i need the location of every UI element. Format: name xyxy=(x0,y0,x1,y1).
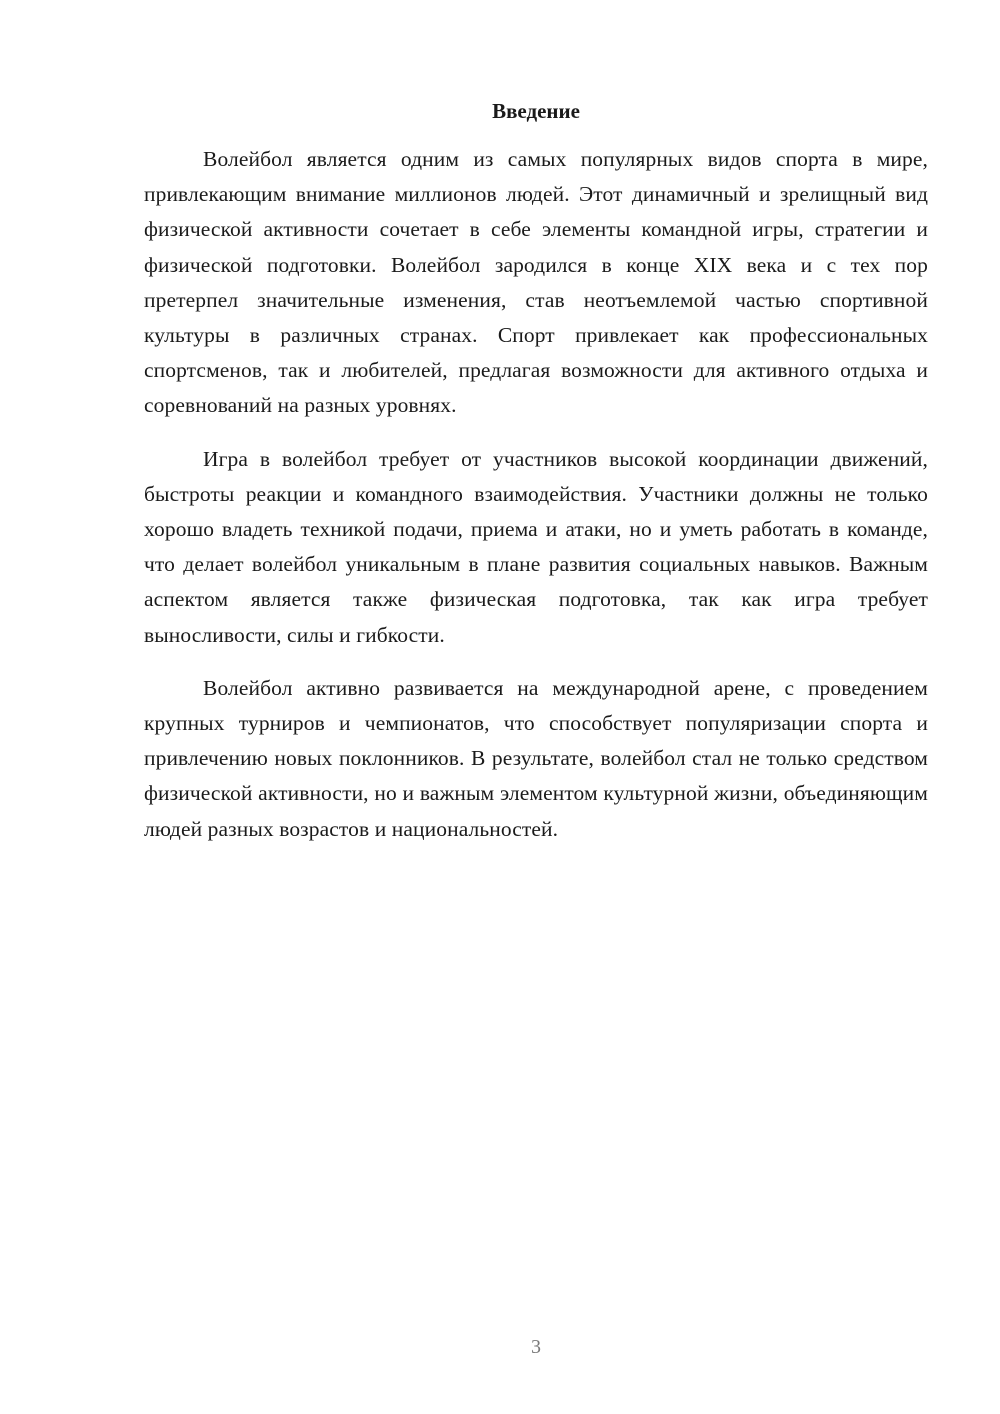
page-number: 3 xyxy=(531,1336,541,1358)
paragraph-3: Волейбол активно развивается на международной арене, с проведением крупных турниров и чемпионатов, что способствует популяризации спорта и привлечению новых поклонников. В результате, волейбол стал не только средством физической активности, но и важным элементом культурной жизни, объединяющим людей разных возрастов и национальностей. xyxy=(144,675,928,841)
body-text xyxy=(144,142,928,847)
section-title: Введение xyxy=(492,99,580,123)
paragraph-2: Игра в волейбол требует от участников высокой координации движений, быстроты реакции и командного взаимодействия. Участники должны не только хорошо владеть техникой подачи, приема и атаки, но и уметь работать в команде, что делает волейбол уникальным в плане развития социальных навыков. Важным аспектом является также физическая подготовка, так как игра требует выносливости, силы и гибкости. xyxy=(144,446,928,647)
paragraph-1: Волейбол является одним из самых популярных видов спорта в мире, привлекающим внимание миллионов людей. Этот динамичный и зрелищный вид физической активности сочетает в себе элементы командной игры, стратегии и физической подготовки. Волейбол зародился в конце XIX века и с тех пор претерпел значительные изменения, став неотъемлемой частью спортивной культуры в различных странах. Спорт привлекает как профессиональных спортсменов, так и любителей, предлагая возможности для активного отдыха и соревнований на разных уровнях. xyxy=(144,147,928,418)
